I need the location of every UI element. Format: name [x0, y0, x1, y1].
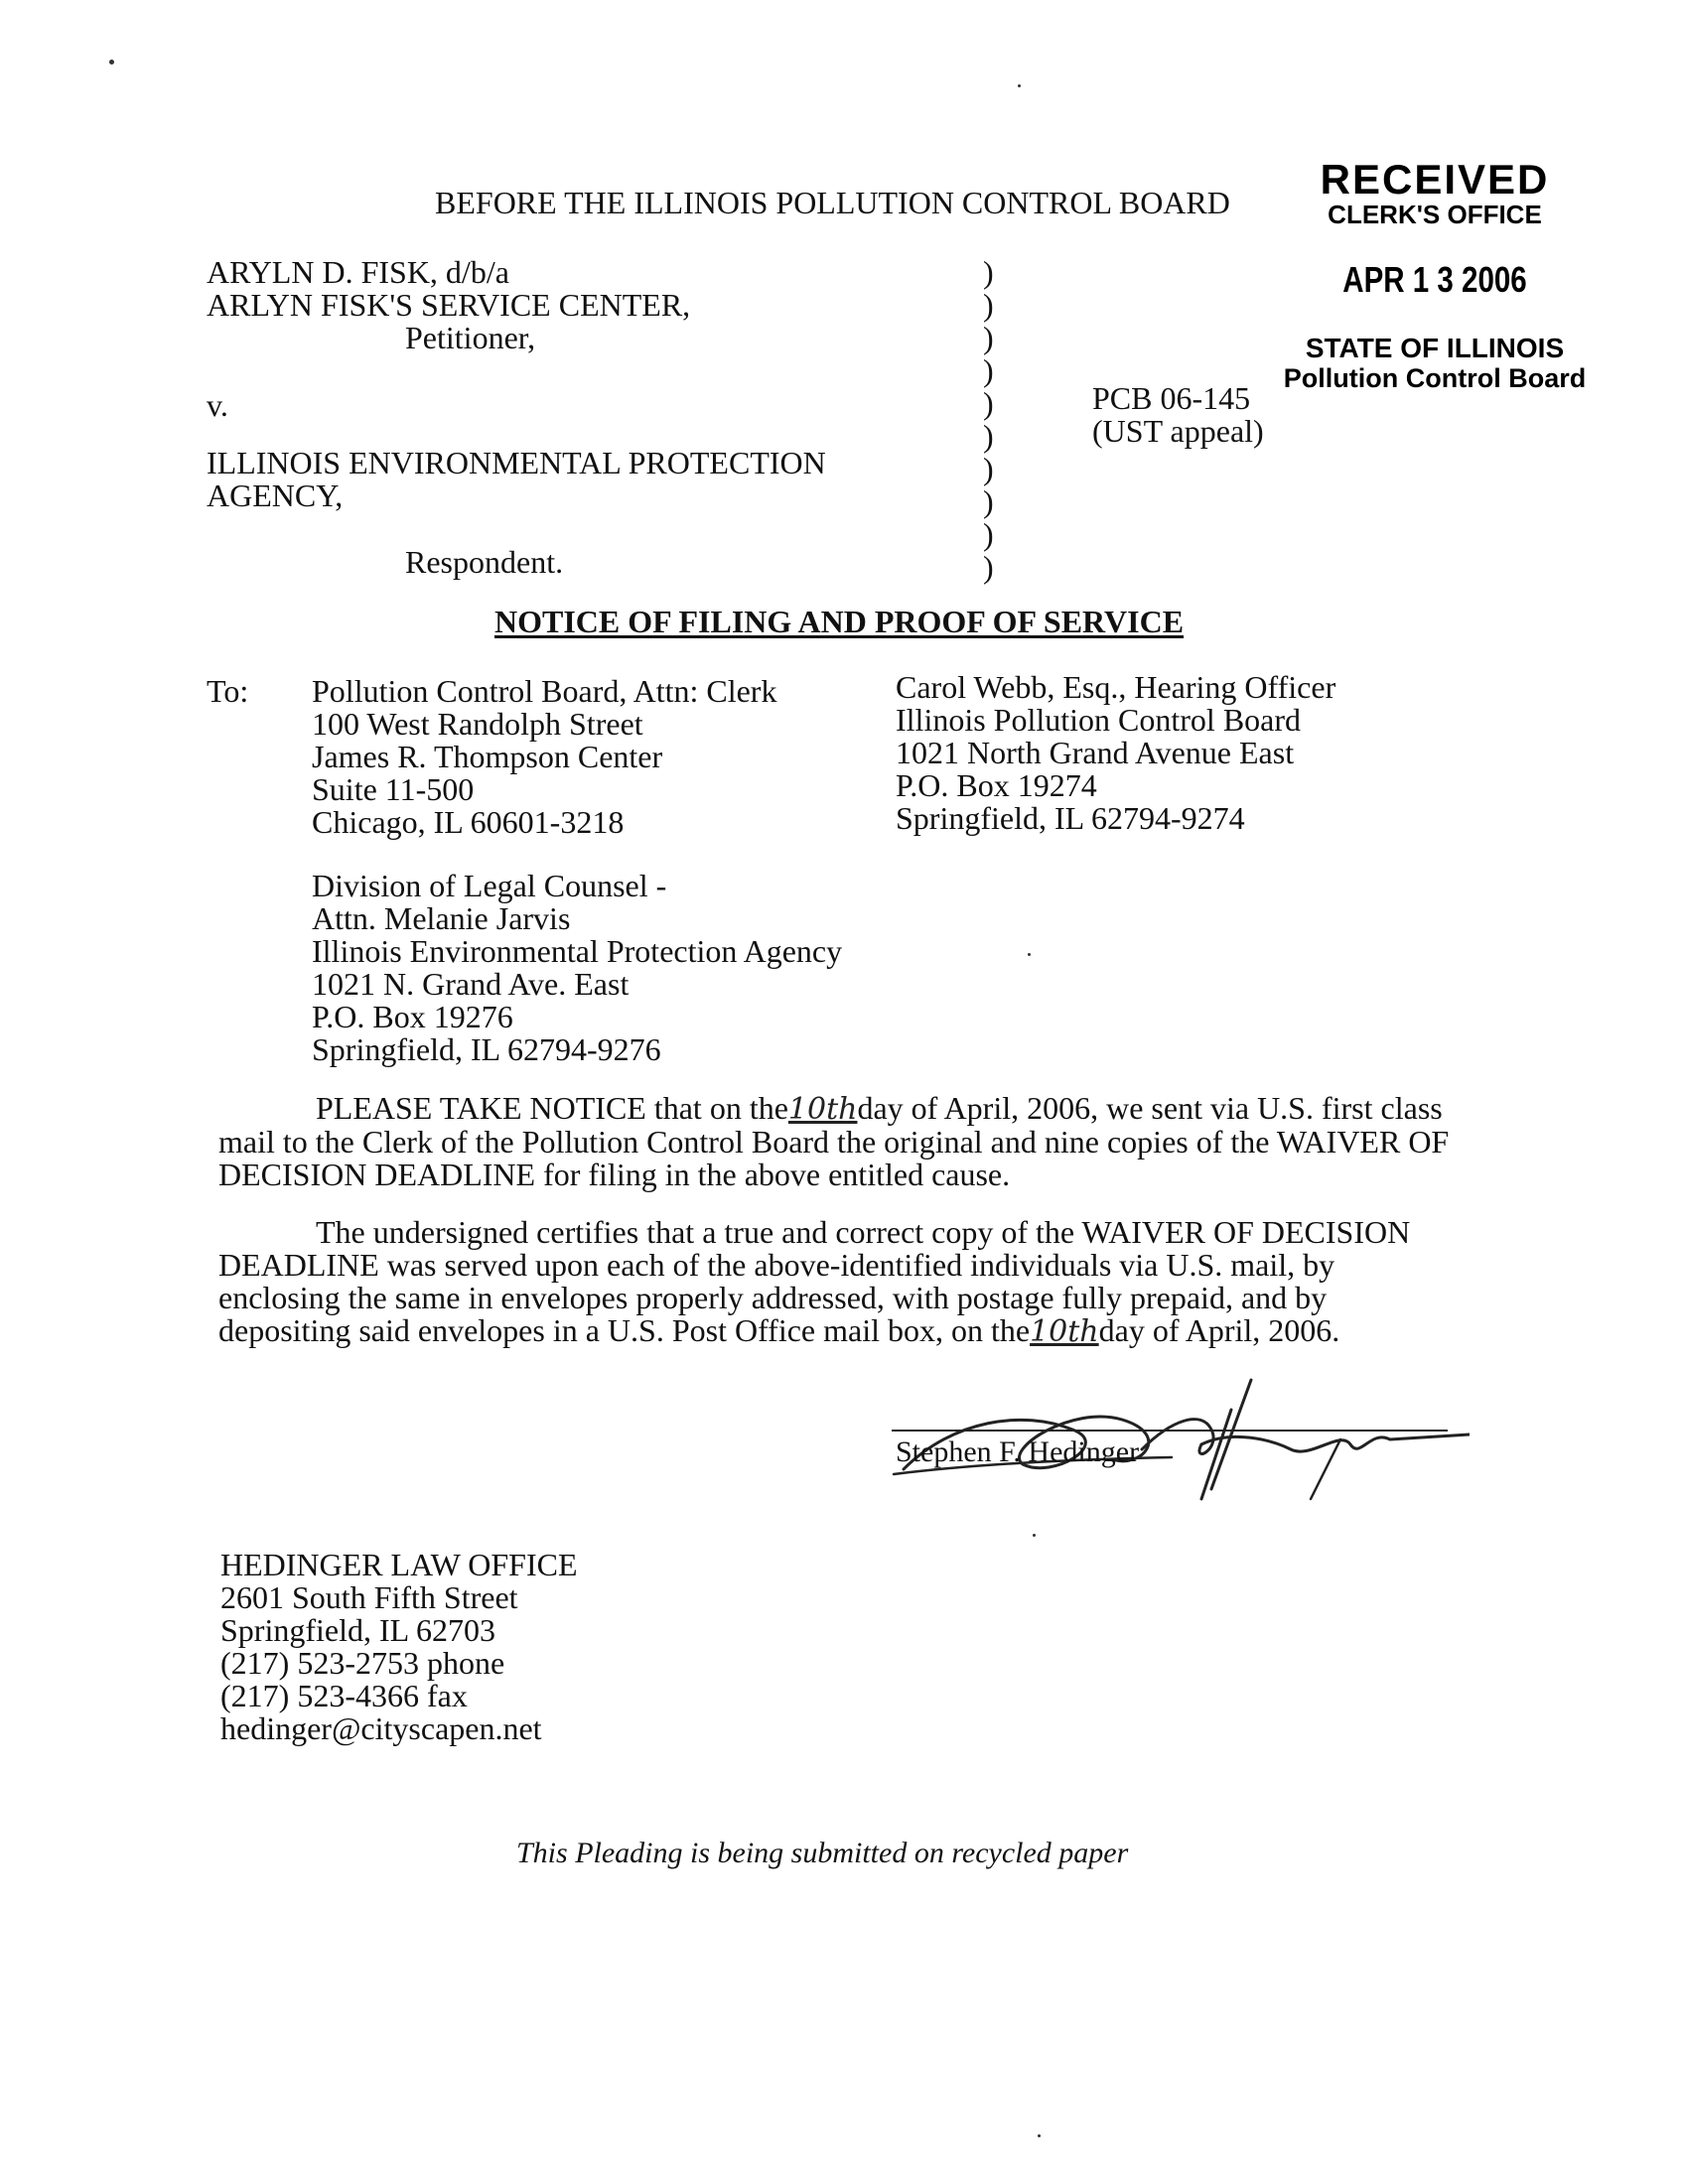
received-stamp [1281, 156, 1589, 393]
address-legal-counsel [312, 870, 842, 1066]
paren: ) [983, 254, 994, 290]
law-office-fax: (217) 523-4366 fax [220, 1678, 468, 1713]
paren: ) [983, 320, 994, 355]
caption-parentheses [983, 256, 994, 584]
address-line: Suite 11-500 [312, 771, 475, 807]
stamp-received: RECEIVED [1320, 156, 1550, 203]
law-office-email: hedinger@cityscapen.net [220, 1710, 542, 1746]
signature-scribble [874, 1350, 1470, 1519]
petitioner-role: Petitioner, [405, 320, 536, 355]
notice-text-after: day of April, 2006, we sent via U.S. first class mail to the Clerk of the Pollution Control Board the original and nine copies of the WAIVER OF DECISION DEADLINE for filing in the above entitled cause. [218, 1090, 1450, 1192]
address-line: Division of Legal Counsel - [312, 868, 667, 903]
address-hearing-officer [896, 671, 1335, 835]
handwritten-day: 10th [787, 1092, 858, 1127]
address-line: P.O. Box 19274 [896, 767, 1097, 803]
stamp-state: STATE OF ILLINOIS [1305, 333, 1565, 363]
footer-note: This Pleading is being submitted on recycled paper [516, 1837, 1129, 1869]
certification-paragraph [218, 1216, 1460, 1348]
stamp-clerks-office: CLERK'S OFFICE [1328, 200, 1542, 229]
petitioner-block [207, 256, 690, 354]
notice-title: NOTICE OF FILING AND PROOF OF SERVICE [494, 604, 1185, 639]
address-line: Attn. Melanie Jarvis [312, 900, 571, 936]
address-line: Illinois Environmental Protection Agency [312, 933, 843, 969]
case-type: (UST appeal) [1092, 413, 1264, 449]
board-title: BEFORE THE ILLINOIS POLLUTION CONTROL BOARD [435, 185, 1230, 220]
respondent-block [207, 447, 826, 512]
address-line: Pollution Control Board, Attn: Clerk [312, 673, 777, 709]
petitioner-line: ARLYN FISK'S SERVICE CENTER, [207, 287, 691, 323]
scan-speck [1028, 953, 1031, 956]
respondent-role: Respondent. [405, 544, 564, 580]
address-clerk [312, 675, 776, 839]
paren: ) [983, 352, 994, 388]
address-line: James R. Thompson Center [312, 739, 663, 774]
address-line: Chicago, IL 60601-3218 [312, 804, 625, 840]
law-office-block [220, 1549, 578, 1745]
paren: ) [983, 483, 994, 519]
address-line: 1021 N. Grand Ave. East [312, 966, 630, 1002]
stamp-board: Pollution Control Board [1283, 363, 1587, 393]
paren: ) [983, 549, 994, 585]
address-line: P.O. Box 19276 [312, 999, 513, 1034]
petitioner-line: ARYLN D. FISK, d/b/a [207, 254, 509, 290]
handwritten-day: 10th [1030, 1314, 1099, 1349]
address-line: Springfield, IL 62794-9276 [312, 1031, 661, 1067]
paren: ) [983, 385, 994, 421]
respondent-line: AGENCY, [207, 478, 344, 513]
respondent-line: ILLINOIS ENVIRONMENTAL PROTECTION [207, 445, 826, 480]
signature-line [892, 1430, 1448, 1432]
paren: ) [983, 418, 994, 454]
notice-paragraph [218, 1092, 1460, 1191]
stamp-date: APR 1 3 2006 [1342, 259, 1527, 300]
versus: v. [207, 387, 228, 423]
address-line: 100 West Randolph Street [312, 706, 643, 742]
signature-name: Stephen F. Hedinger [896, 1435, 1140, 1468]
address-line: Illinois Pollution Control Board [896, 702, 1302, 738]
cert-text-before: The undersigned certifies that a true and correct copy of the WAIVER OF DECISION DEADLINE was served upon each of the above-identified individuals via U.S. mail, by enclosing the same in envelopes properly addressed, with postage fully prepaid, and by depositing said envelopes in a U.S. Post Office mail box, on the [218, 1214, 1411, 1348]
scan-speck [1018, 84, 1021, 87]
scan-speck [1033, 1534, 1036, 1537]
case-info [1092, 382, 1264, 448]
paren: ) [983, 451, 994, 486]
law-office-phone: (217) 523-2753 phone [220, 1645, 505, 1681]
scan-speck [1038, 2134, 1041, 2137]
law-office-line: Springfield, IL 62703 [220, 1612, 495, 1648]
address-line: Springfield, IL 62794-9274 [896, 800, 1245, 836]
notice-text-before: PLEASE TAKE NOTICE that on the [316, 1090, 788, 1126]
law-office-line: 2601 South Fifth Street [220, 1579, 518, 1615]
scan-speck [109, 60, 114, 65]
paren: ) [983, 287, 994, 323]
address-line: 1021 North Grand Avenue East [896, 735, 1295, 770]
case-number: PCB 06-145 [1092, 380, 1251, 416]
paren: ) [983, 516, 994, 552]
cert-text-after: day of April, 2006. [1098, 1312, 1340, 1348]
address-line: Carol Webb, Esq., Hearing Officer [896, 669, 1336, 705]
to-label: To: [207, 673, 249, 709]
law-office-name: HEDINGER LAW OFFICE [220, 1547, 578, 1582]
